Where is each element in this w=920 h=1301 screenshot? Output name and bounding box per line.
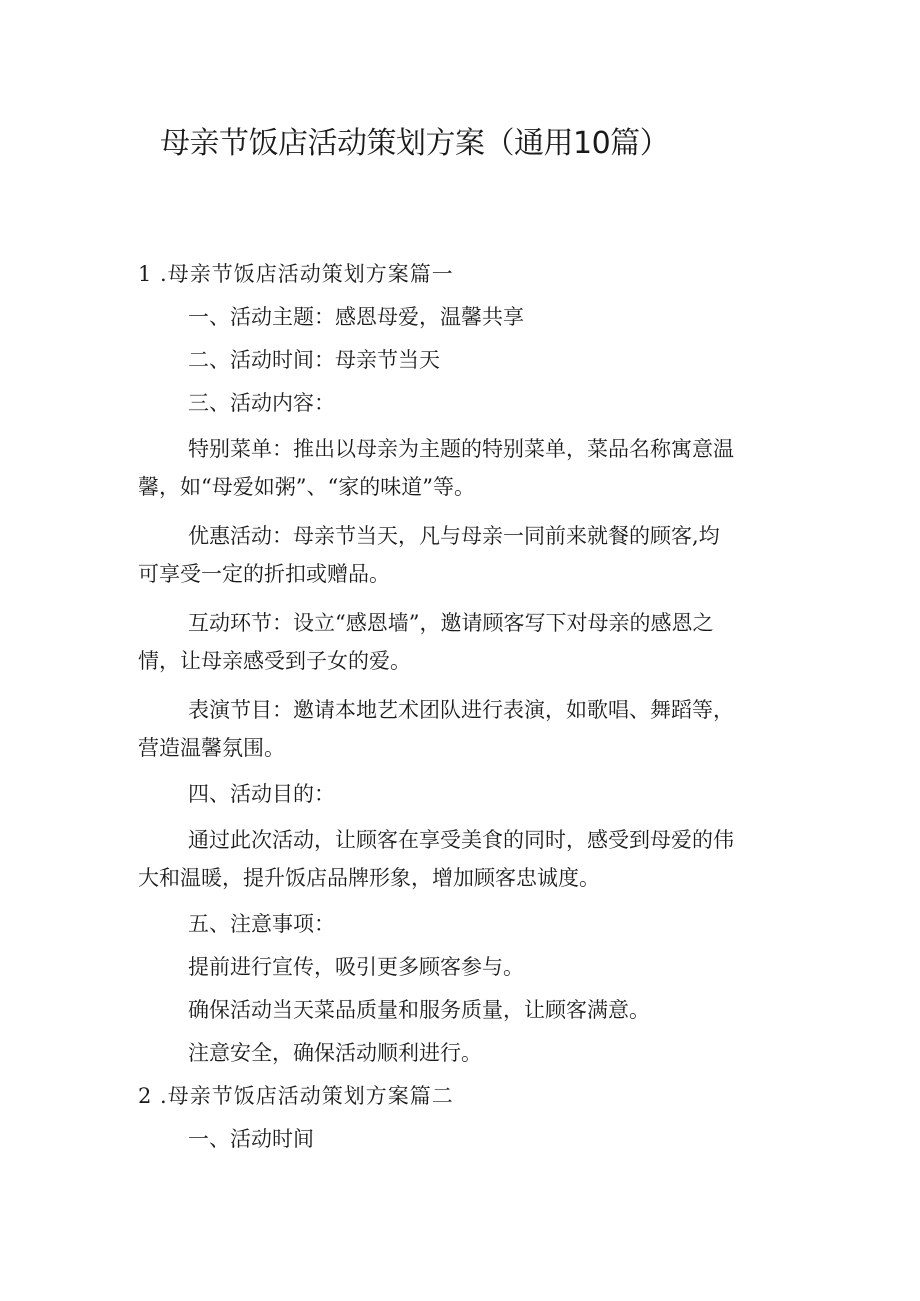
- paragraph-interaction: [138, 604, 788, 680]
- section-heading-1: 1 .母亲节饭店活动策划方案篇一: [138, 262, 454, 286]
- paragraph-line: 互动环节：设立“感恩墙”，邀请顾客写下对母亲的感恩之: [188, 611, 714, 635]
- note-item: 提前进行宣传，吸引更多顾客参与。: [188, 955, 524, 979]
- paragraph-purpose: [138, 821, 788, 897]
- paragraph-line: 通过此次活动，让顾客在享受美食的同时，感受到母爱的伟: [188, 828, 734, 852]
- document-title: 母亲节饭店活动策划方案（通用10篇）: [160, 126, 670, 161]
- paragraph-discount: [138, 517, 788, 593]
- item-time-2: 一、活动时间: [188, 1127, 314, 1151]
- item-theme: 一、活动主题：感恩母爱，温馨共享: [188, 305, 524, 329]
- paragraph-special-menu: [138, 430, 788, 506]
- paragraph-line: 特别菜单：推出以母亲为主题的特别菜单，菜品名称寓意温: [188, 437, 734, 461]
- document-body: [138, 258, 788, 1166]
- paragraph-line: 情，让母亲感受到子女的爱。: [138, 649, 411, 673]
- paragraph-line: 可享受一定的折扣或赠品。: [138, 562, 390, 586]
- item-purpose-heading: 四、活动目的：: [188, 782, 335, 806]
- item-notes-heading: 五、注意事项：: [188, 912, 335, 936]
- item-time: 二、活动时间：母亲节当天: [188, 348, 440, 372]
- note-item: 注意安全，确保活动顺利进行。: [188, 1041, 482, 1065]
- paragraph-line: 表演节目：邀请本地艺术团队进行表演，如歌唱、舞蹈等，: [188, 698, 734, 722]
- section-heading-2: 2 .母亲节饭店活动策划方案篇二: [138, 1084, 454, 1108]
- note-item: 确保活动当天菜品质量和服务质量，让顾客满意。: [188, 998, 650, 1022]
- paragraph-line: 大和温暖，提升饭店品牌形象，增加顾客忠诚度。: [138, 866, 600, 890]
- paragraph-line: 优惠活动：母亲节当天，凡与母亲一同前来就餐的顾客,均: [188, 524, 720, 548]
- item-content-heading: 三、活动内容：: [188, 391, 335, 415]
- paragraph-performance: [138, 691, 788, 767]
- paragraph-line: 馨，如“母爱如粥”、“家的味道”等。: [138, 475, 475, 499]
- paragraph-line: 营造温馨氛围。: [138, 736, 285, 760]
